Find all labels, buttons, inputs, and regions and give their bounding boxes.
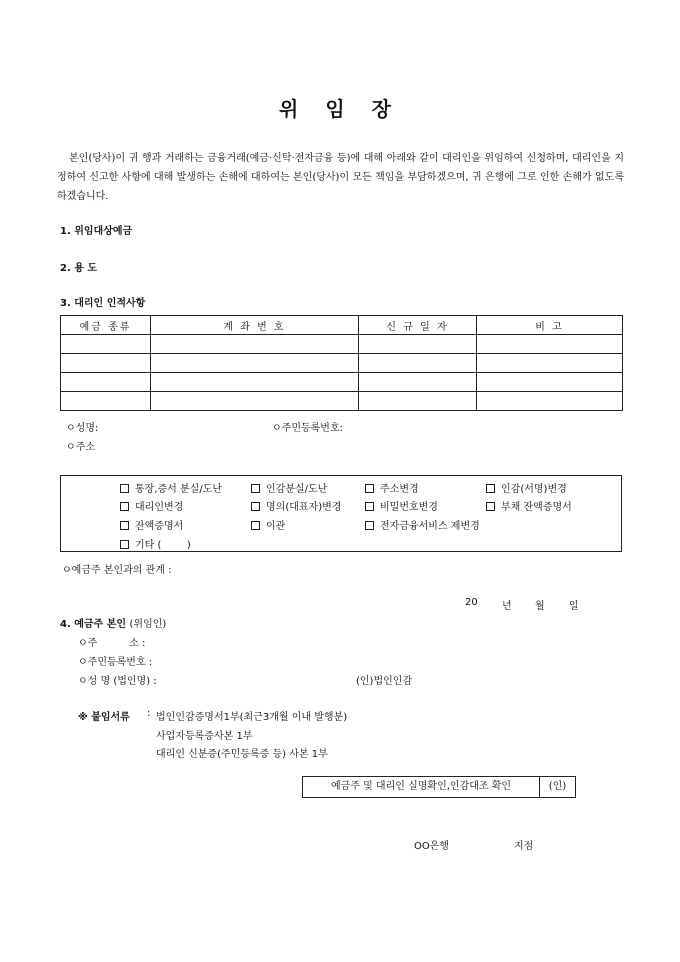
checkbox-icon[interactable] (251, 484, 260, 493)
checkbox-transfer[interactable] (251, 517, 285, 532)
intro-text: 본인(당사)이 귀 행과 거래하는 금융거래(예금·신탁·전자금융 등)에 대해 아래와 같이 대리인을 위임하여 신청하며, 대리인을 지정하여 신고한 사항에 대해 발생하는 손해에 대하여는 본인(당사)이 모든 책임을 부담하겠으며, 귀 은행에 그로 인한 손해가 없도록 하겠습니다. (57, 153, 624, 202)
date-year-label: 년 (502, 601, 512, 612)
principal-name-field[interactable]: ㅇ성 명 (법인명) : (78, 676, 157, 687)
table-cell[interactable] (61, 392, 151, 411)
checkbox-icon[interactable] (120, 502, 129, 511)
account-table (60, 315, 623, 411)
principal-address-field[interactable]: ㅇ주 소 : (78, 638, 146, 649)
section-1-heading: 1. 위임대상예금 (60, 226, 133, 237)
checkbox-debt-balance-cert[interactable] (486, 498, 572, 513)
relation-field[interactable]: ㅇ예금주 본인과의 관계 : (62, 565, 172, 576)
attachments-separator: : (147, 708, 151, 719)
checkbox-label: 인감분실/도난 (266, 484, 328, 495)
table-cell[interactable] (359, 335, 477, 354)
agent-name-field[interactable]: ㅇ성명: (66, 423, 99, 434)
checkbox-icon[interactable] (365, 502, 374, 511)
branch-label: 지점 (514, 841, 534, 852)
checkbox-agent-change[interactable] (120, 498, 183, 513)
checkbox-seal-change[interactable] (486, 480, 567, 495)
table-cell[interactable] (61, 373, 151, 392)
table-cell[interactable] (359, 373, 477, 392)
table-cell[interactable] (477, 373, 623, 392)
checkbox-icon[interactable] (120, 484, 129, 493)
checkbox-passbook-lost[interactable] (120, 480, 222, 495)
section-4-heading (60, 615, 166, 630)
checkbox-label: 대리인변경 (135, 502, 184, 513)
table-cell[interactable] (151, 373, 359, 392)
checkbox-label: 비밀번호변경 (380, 502, 438, 513)
corporate-seal-label: (인)법인인감 (356, 676, 413, 687)
checkbox-label: 이관 (266, 521, 286, 532)
table-cell[interactable] (359, 392, 477, 411)
checkbox-icon[interactable] (251, 502, 260, 511)
confirmation-text: 예금주 및 대리인 실명확인,인감대조 확인 (303, 777, 540, 797)
attachments-label: ※ 붙임서류 (78, 712, 130, 723)
confirmation-seal[interactable]: (인) (548, 781, 567, 792)
checkbox-label: 인감(서명)변경 (501, 484, 567, 495)
checkbox-label: 부채 잔액증명서 (501, 502, 572, 513)
table-row (61, 335, 623, 354)
table-cell[interactable] (477, 354, 623, 373)
date-year-prefix: 20 (465, 597, 478, 608)
col-header-open-date: 신 규 일 자 (359, 316, 477, 335)
date-month-label: 월 (535, 601, 545, 612)
table-cell[interactable] (151, 354, 359, 373)
checkbox-address-change[interactable] (365, 480, 419, 495)
col-header-account-number: 계 좌 번 호 (151, 316, 359, 335)
section-4-title: 4. 예금주 본인 (60, 619, 127, 630)
agent-rrn-field[interactable]: ㅇ주민등록번호: (272, 423, 343, 434)
attachment-item: 사업자등록증사본 1부 (156, 731, 253, 742)
checkbox-label: 잔액증명서 (135, 521, 184, 532)
checkbox-balance-cert[interactable] (120, 517, 183, 532)
agent-address-field[interactable]: ㅇ주소 (66, 442, 95, 453)
section-3-heading: 3. 대리인 인적사항 (60, 298, 146, 309)
table-row (61, 354, 623, 373)
principal-rrn-field[interactable]: ㅇ주민등록번호 : (78, 657, 153, 668)
document-title: 위 임 장 (279, 97, 401, 121)
section-4-subtitle: (위임인) (129, 619, 167, 630)
table-cell[interactable] (151, 335, 359, 354)
col-header-remarks: 비 고 (477, 316, 623, 335)
table-cell[interactable] (477, 335, 623, 354)
checkbox-seal-lost[interactable] (251, 480, 327, 495)
checkbox-icon[interactable] (251, 521, 260, 530)
checkbox-label: 주소변경 (380, 484, 419, 495)
checkbox-icon[interactable] (365, 484, 374, 493)
checkbox-icon[interactable] (365, 521, 374, 530)
checkbox-icon[interactable] (120, 521, 129, 530)
checkbox-ebanking-change[interactable] (365, 517, 480, 532)
checkbox-other[interactable] (120, 536, 191, 551)
table-cell[interactable] (61, 354, 151, 373)
confirmation-box (302, 776, 576, 798)
checkbox-password-change[interactable] (365, 498, 438, 513)
checkbox-icon[interactable] (120, 540, 129, 549)
checkbox-label: 기타 ( ) (135, 540, 191, 551)
table-cell[interactable] (359, 354, 477, 373)
checkbox-icon[interactable] (486, 502, 495, 511)
date-day-label: 일 (569, 601, 579, 612)
checkbox-icon[interactable] (486, 484, 495, 493)
table-row (61, 392, 623, 411)
table-row (61, 373, 623, 392)
attachment-item: 법인인감증명서1부(최근3개월 이내 발행분) (156, 712, 348, 723)
table-cell[interactable] (61, 335, 151, 354)
checkbox-label: 통장,증서 분실/도난 (135, 484, 223, 495)
table-header-row (61, 316, 623, 335)
table-cell[interactable] (477, 392, 623, 411)
checkbox-name-change[interactable] (251, 498, 341, 513)
col-header-deposit-type: 예금 종류 (61, 316, 151, 335)
attachment-item: 대리인 신분증(주민등록증 등) 사본 1부 (156, 749, 328, 760)
section-2-heading: 2. 용 도 (60, 263, 98, 274)
bank-name: OO은행 (414, 841, 450, 852)
checkbox-label: 명의(대표자)변경 (266, 502, 342, 513)
checkbox-label: 전자금융서비스 제변경 (380, 521, 480, 532)
intro-paragraph (57, 149, 624, 206)
request-checkbox-group (60, 475, 622, 552)
table-cell[interactable] (151, 392, 359, 411)
